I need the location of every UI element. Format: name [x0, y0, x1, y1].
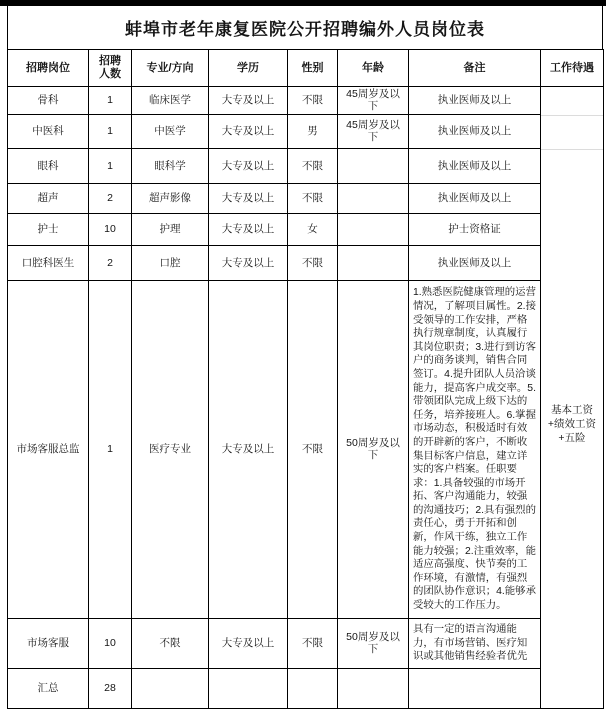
gender-cell: 不限 [288, 149, 338, 184]
count-cell: 1 [89, 115, 132, 149]
count-cell: 1 [89, 149, 132, 184]
education-cell: 大专及以上 [209, 115, 288, 149]
header-count [89, 50, 132, 87]
age-text: 50周岁及以下 [346, 437, 400, 461]
note-cell: 执业医师及以上 [409, 184, 541, 214]
header-gender: 性别 [288, 50, 338, 87]
faint-gridline [541, 115, 603, 116]
major-cell: 临床医学 [132, 87, 209, 115]
position-cell: 眼科 [8, 149, 89, 184]
table-row [8, 619, 604, 669]
header-salary: 工作待遇 [541, 50, 604, 87]
position-cell: 中医科 [8, 115, 89, 149]
table-row [8, 214, 604, 246]
major-cell: 口腔 [132, 246, 209, 281]
gender-cell: 不限 [288, 184, 338, 214]
table-row [8, 149, 604, 184]
note-cell [409, 669, 541, 709]
header-position: 招聘岗位 [8, 50, 89, 87]
gender-cell [288, 669, 338, 709]
note-cell: 具有一定的语言沟通能力，有市场营销、医疗知识或其他销售经验者优先 [409, 619, 541, 669]
age-cell [338, 184, 409, 214]
header-age: 年龄 [338, 50, 409, 87]
age-cell [338, 619, 409, 669]
major-cell: 护理 [132, 214, 209, 246]
count-cell: 2 [89, 184, 132, 214]
note-cell: 执业医师及以上 [409, 87, 541, 115]
header-count-label: 招聘人数 [99, 55, 121, 80]
age-cell [338, 214, 409, 246]
major-cell [132, 669, 209, 709]
count-cell: 2 [89, 246, 132, 281]
note-cell: 1.熟悉医院健康管理的运营情况，了解项目属性。2.接受领导的工作安排，严格执行规章制度，认真履行其岗位职责；3.进行到访客户的商务谈判，销售合同签订。4.提升团队人员洽谈能力，提高客户成交率。5.带领团队完成上级下达的任务，培养接班人。6.掌握市场动态，积极适时有效的开辟新的客户，不断收集目标客户信息，建立详实的客户档案。任职要求：1.具备较强的市场开拓、客户沟通能力，较强的沟通技巧；2.具有强烈的责任心，勇于开拓和创新，作风干练，独立工作能力较强；2.注重效率，能适应高强度、快节奏的工作环境，有激情，有强烈的团队协作意识；4.能够承受较大的工作压力。 [409, 281, 541, 619]
major-cell: 眼科学 [132, 149, 209, 184]
table-row [8, 115, 604, 149]
count-cell: 10 [89, 619, 132, 669]
position-cell: 骨科 [8, 87, 89, 115]
position-cell: 汇总 [8, 669, 89, 709]
header-row [8, 50, 604, 87]
major-cell: 不限 [132, 619, 209, 669]
note-cell: 执业医师及以上 [409, 246, 541, 281]
table-row [8, 669, 604, 709]
age-text: 45周岁及以下 [346, 88, 400, 112]
education-cell: 大专及以上 [209, 214, 288, 246]
gender-cell: 不限 [288, 619, 338, 669]
gender-cell: 女 [288, 214, 338, 246]
age-cell [338, 87, 409, 115]
header-note: 备注 [409, 50, 541, 87]
header-education: 学历 [209, 50, 288, 87]
count-cell: 10 [89, 214, 132, 246]
position-cell: 市场客服 [8, 619, 89, 669]
table-row [8, 184, 604, 214]
gender-cell: 不限 [288, 87, 338, 115]
age-cell [338, 281, 409, 619]
gender-cell: 不限 [288, 281, 338, 619]
age-text: 50周岁及以下 [346, 631, 400, 655]
salary-text: 基本工资+绩效工资+五险 [547, 404, 597, 444]
salary-merged-cell [541, 87, 604, 709]
education-cell: 大专及以上 [209, 281, 288, 619]
major-cell: 中医学 [132, 115, 209, 149]
table-row [8, 246, 604, 281]
note-cell: 执业医师及以上 [409, 149, 541, 184]
gender-cell: 男 [288, 115, 338, 149]
table-row [8, 87, 604, 115]
gender-cell: 不限 [288, 246, 338, 281]
position-cell: 护士 [8, 214, 89, 246]
position-cell: 超声 [8, 184, 89, 214]
recruitment-table [7, 49, 604, 709]
page-title: 蚌埠市老年康复医院公开招聘编外人员岗位表 [7, 6, 603, 49]
education-cell: 大专及以上 [209, 619, 288, 669]
count-cell: 1 [89, 87, 132, 115]
age-cell [338, 115, 409, 149]
note-cell: 执业医师及以上 [409, 115, 541, 149]
education-cell [209, 669, 288, 709]
position-cell: 市场客服总监 [8, 281, 89, 619]
education-cell: 大专及以上 [209, 87, 288, 115]
education-cell: 大专及以上 [209, 246, 288, 281]
age-cell [338, 246, 409, 281]
major-cell: 医疗专业 [132, 281, 209, 619]
position-cell: 口腔科医生 [8, 246, 89, 281]
recruitment-table-sheet [7, 6, 603, 709]
age-cell [338, 149, 409, 184]
age-text: 45周岁及以下 [346, 119, 400, 143]
note-cell: 护士资格证 [409, 214, 541, 246]
faint-gridline [541, 149, 603, 150]
count-cell: 28 [89, 669, 132, 709]
count-cell: 1 [89, 281, 132, 619]
table-row [8, 281, 604, 619]
education-cell: 大专及以上 [209, 184, 288, 214]
major-cell: 超声影像 [132, 184, 209, 214]
age-cell [338, 669, 409, 709]
education-cell: 大专及以上 [209, 149, 288, 184]
header-major: 专业/方向 [132, 50, 209, 87]
